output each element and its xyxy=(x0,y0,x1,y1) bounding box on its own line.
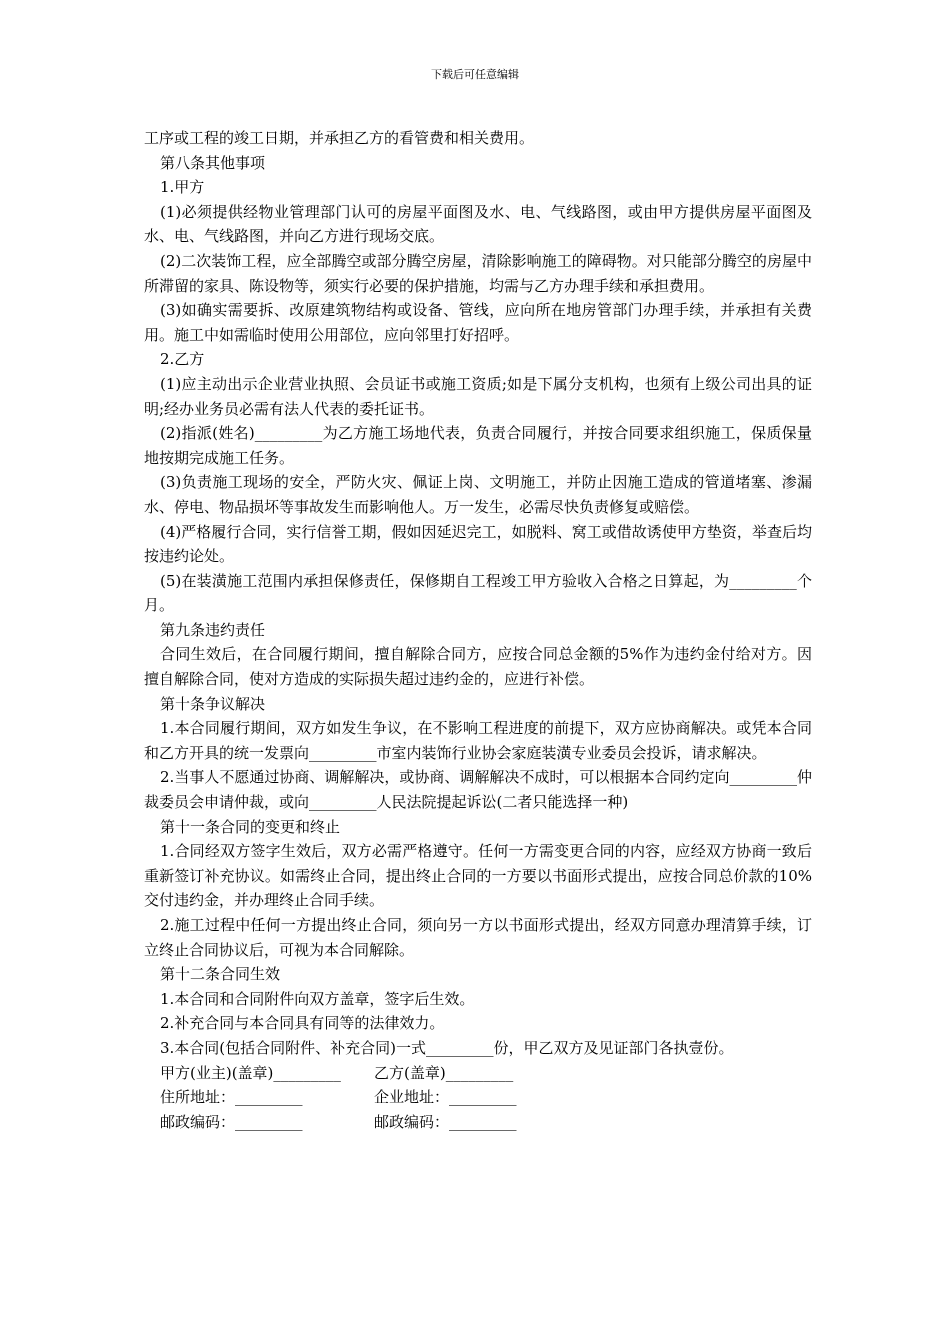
paragraph: 2.施工过程中任何一方提出终止合同，须向另一方以书面形式提出，经双方同意办理清算手续，订立终止合同协议后，可视为本合同解除。 xyxy=(144,916,812,959)
paragraph: (4)严格履行合同，实行信誉工期，假如因延迟完工，如脱料、窝工或借故诱使甲方垫资，举查后均按违约论处。 xyxy=(144,522,812,566)
signature-row xyxy=(144,1061,812,1086)
paragraph: (1)应主动出示企业营业执照、会员证书或施工资质;如是下属分支机构，也须有上级公司出具的证明;经办业务员必需有法人代表的委托证书。 xyxy=(144,374,812,418)
section-heading: 第十一条合同的变更和终止 xyxy=(160,817,341,836)
subsection-heading: 1.甲方 xyxy=(160,178,205,197)
document-body xyxy=(144,126,812,1134)
postcode-party-a: 邮政编码：_________ xyxy=(160,1112,303,1131)
address-party-a: 住所地址：_________ xyxy=(160,1088,303,1107)
paragraph: (5)在装潢施工范围内承担保修责任，保修期自工程竣工甲方验收入合格之日算起，为_________个月。 xyxy=(144,571,812,615)
section-heading: 第九条违约责任 xyxy=(160,620,266,639)
signature-party-b: 乙方(盖章)_________ xyxy=(374,1063,514,1082)
paragraph: 工序或工程的竣工日期，并承担乙方的看管费和相关费用。 xyxy=(144,129,535,147)
address-party-b: 企业地址：_________ xyxy=(374,1088,517,1107)
postcode-party-b: 邮政编码：_________ xyxy=(374,1112,517,1131)
paragraph: (2)指派(姓名)_________为乙方施工场地代表，负责合同履行，并按合同要求组织施工，保质保量地按期完成施工任务。 xyxy=(144,424,812,467)
paragraph: 1.本合同履行期间，双方如发生争议，在不影响工程进度的前提下，双方应协商解决。或凭本合同和乙方开具的统一发票向_________市室内装饰行业协会家庭装潢专业委员会投诉，请求解决。 xyxy=(144,719,812,762)
postcode-row xyxy=(144,1110,812,1135)
paragraph: 1.本合同和合同附件向双方盖章，签字后生效。 xyxy=(160,989,475,1008)
paragraph: 2.补充合同与本合同具有同等的法律效力。 xyxy=(160,1014,445,1033)
page-header: 下载后可任意编辑 xyxy=(431,68,519,81)
paragraph: (2)二次装饰工程，应全部腾空或部分腾空房屋，清除影响施工的障碍物。对只能部分腾空的房屋中所滞留的家具、陈设物等，须实行必要的保护措施，均需与乙方办理手续和承担费用。 xyxy=(144,251,812,295)
section-heading: 第十条争议解决 xyxy=(160,694,266,713)
paragraph: (3)负责施工现场的安全，严防火灾、佩证上岗、文明施工，并防止因施工造成的管道堵塞、渗漏水、停电、物品损坏等事故发生而影响他人。万一发生，必需尽快负责修复或赔偿。 xyxy=(144,473,812,516)
section-heading: 第十二条合同生效 xyxy=(160,965,281,984)
signature-party-a: 甲方(业主)(盖章)_________ xyxy=(160,1063,341,1082)
section-heading: 第八条其他事项 xyxy=(160,153,266,172)
address-row xyxy=(144,1085,812,1110)
paragraph: 2.当事人不愿通过协商、调解解决，或协商、调解解决不成时，可以根据本合同约定向_________仲裁委员会申请仲裁，或向_________人民法院提起诉讼(二者只能选择一种) xyxy=(144,768,812,812)
paragraph: 合同生效后，在合同履行期间，擅自解除合同方，应按合同总金额的5%作为违约金付给对方。因擅自解除合同，使对方造成的实际损失超过违约金的，应进行补偿。 xyxy=(144,645,812,689)
subsection-heading: 2.乙方 xyxy=(160,350,205,369)
paragraph: (3)如确实需要拆、改原建筑物结构或设备、管线，应向所在地房管部门办理手续，并承担有关费用。施工中如需临时使用公用部位，应向邻里打好招呼。 xyxy=(144,301,812,344)
paragraph: (1)必须提供经物业管理部门认可的房屋平面图及水、电、气线路图，或由甲方提供房屋平面图及水、电、气线路图，并向乙方进行现场交底。 xyxy=(144,202,812,246)
paragraph: 1.合同经双方签字生效后，双方必需严格遵守。任何一方需变更合同的内容，应经双方协商一致后重新签订补充协议。如需终止合同，提出终止合同的一方要以书面形式提出，应按合同总价款的10%交付违约金，并办理终止合同手续。 xyxy=(144,842,812,910)
paragraph: 3.本合同(包括合同附件、补充合同)一式_________份，甲乙双方及见证部门各执壹份。 xyxy=(160,1038,734,1057)
